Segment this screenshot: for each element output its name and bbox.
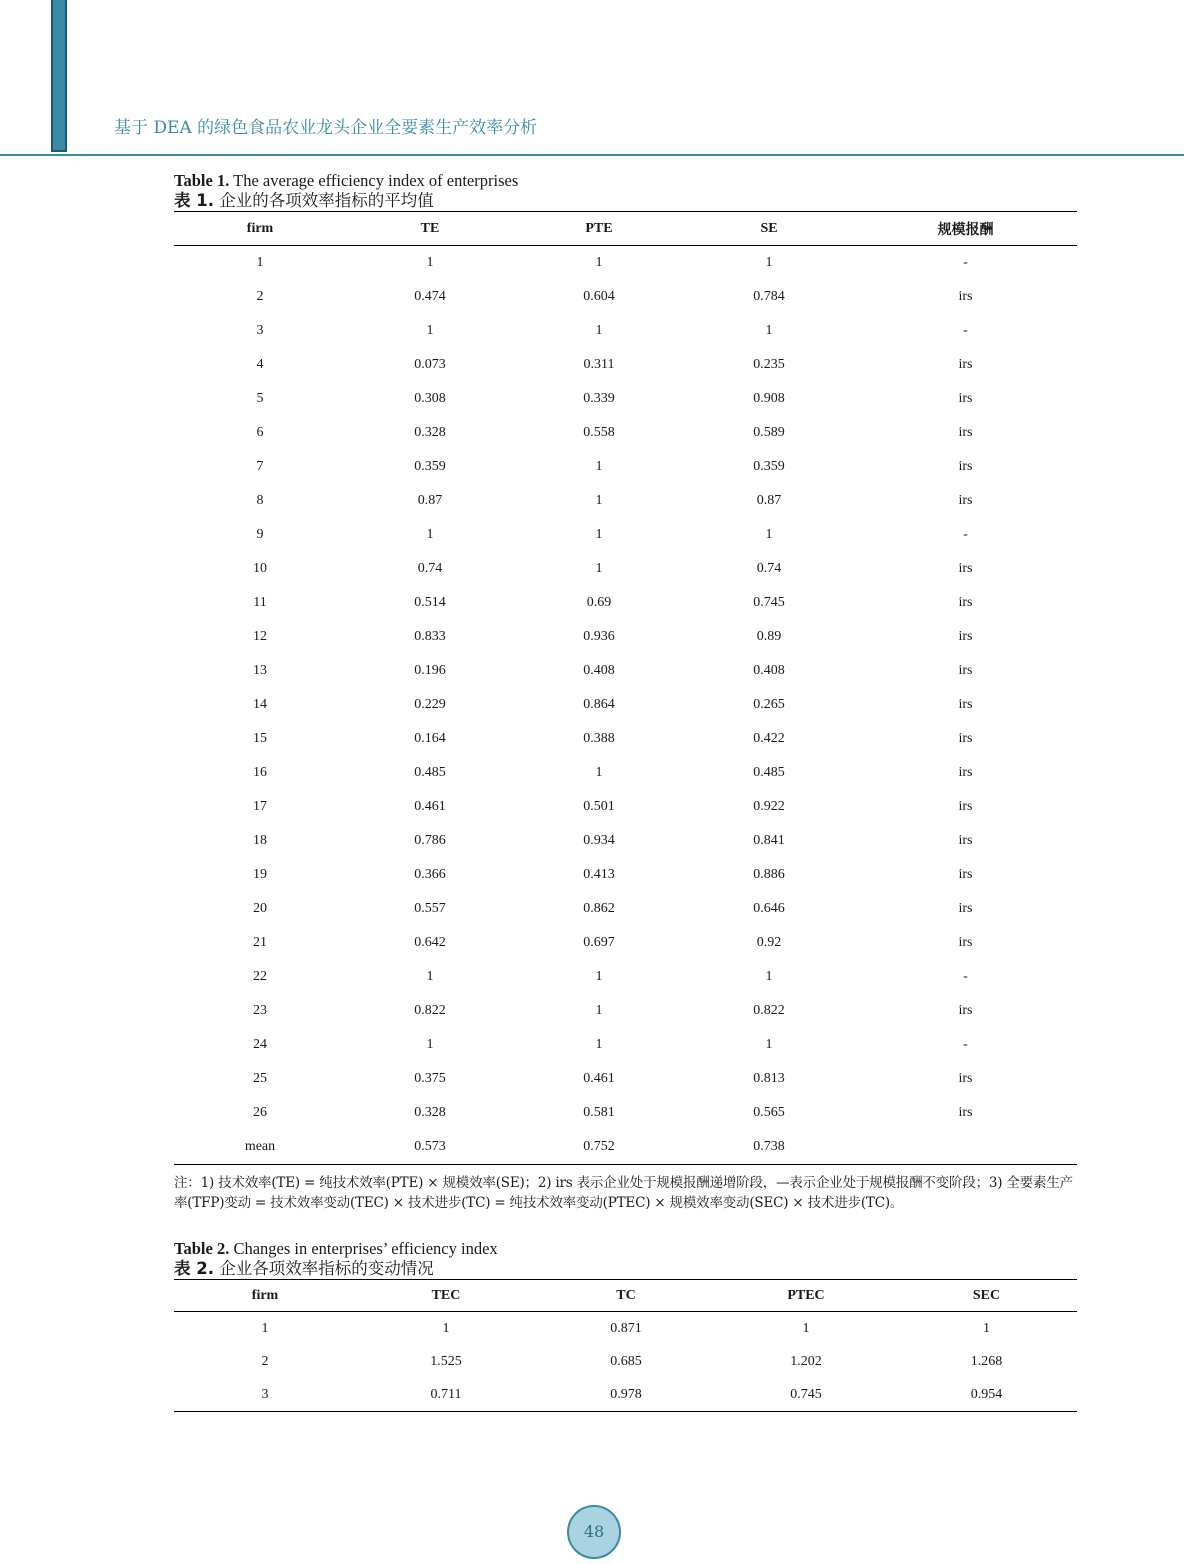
table1-cell: 0.934 bbox=[583, 833, 615, 848]
table1-row bbox=[174, 586, 1077, 620]
table2-cell: 1 bbox=[261, 1320, 269, 1336]
table1-cell: irs bbox=[958, 731, 973, 746]
table2 bbox=[174, 1279, 1077, 1412]
table1-cell: 1 bbox=[426, 255, 434, 270]
table1-cell: 0.164 bbox=[414, 731, 446, 746]
table1-cell: irs bbox=[958, 1003, 973, 1018]
table2-label-zh: 表 2. bbox=[174, 1259, 214, 1278]
table1-cell: irs bbox=[958, 357, 973, 372]
table1-cell: irs bbox=[958, 391, 973, 406]
table1-cell: 7 bbox=[256, 459, 264, 474]
table2-row bbox=[174, 1312, 1077, 1346]
table1-row bbox=[174, 722, 1077, 756]
table1-cell: 1 bbox=[595, 1003, 603, 1018]
table1-cell: irs bbox=[958, 425, 973, 440]
table1-cell: 23 bbox=[253, 1003, 267, 1018]
table1-row bbox=[174, 960, 1077, 994]
table1-body bbox=[174, 246, 1077, 1165]
table1-cell: - bbox=[963, 527, 968, 542]
table1-cell: irs bbox=[958, 833, 973, 848]
table2-column-header: TEC bbox=[356, 1280, 536, 1312]
table1-cell: 10 bbox=[253, 561, 267, 576]
table2-column-header: PTEC bbox=[716, 1280, 896, 1312]
table1-cell: 1 bbox=[765, 969, 773, 984]
table1-cell: 0.328 bbox=[414, 1105, 446, 1120]
table1-cell: irs bbox=[958, 799, 973, 814]
table1-cell: 12 bbox=[253, 629, 267, 644]
table1-cell: irs bbox=[958, 493, 973, 508]
table1-cell: 0.514 bbox=[414, 595, 446, 610]
table1-cell: 5 bbox=[256, 391, 264, 406]
table1-cell: 0.485 bbox=[414, 765, 446, 780]
table1-cell: 0.359 bbox=[753, 459, 785, 474]
table1-cell: irs bbox=[958, 1105, 973, 1120]
table1-cell: 0.359 bbox=[414, 459, 446, 474]
table1 bbox=[174, 211, 1077, 1165]
table2-cell: 1.268 bbox=[970, 1353, 1003, 1369]
table2-cell: 0.685 bbox=[610, 1353, 642, 1369]
table1-cell: 0.833 bbox=[414, 629, 446, 644]
table1-row bbox=[174, 688, 1077, 722]
table1-column-header: PTE bbox=[514, 212, 684, 246]
table1-cell: 0.422 bbox=[753, 731, 785, 746]
table1-cell: 1 bbox=[426, 323, 434, 338]
table1-row bbox=[174, 348, 1077, 382]
table2-column-header: TC bbox=[536, 1280, 716, 1312]
table1-cell: 3 bbox=[256, 323, 264, 338]
table1-cell: 21 bbox=[253, 935, 267, 950]
table1-cell: 24 bbox=[253, 1037, 267, 1052]
table1-cell: 0.862 bbox=[583, 901, 615, 916]
table1-cell: 0.92 bbox=[756, 935, 782, 950]
table1-row bbox=[174, 926, 1077, 960]
table1-cell: 0.813 bbox=[753, 1071, 785, 1086]
left-accent-bar bbox=[51, 0, 67, 152]
table2-title-zh: 企业各项效率指标的变动情况 bbox=[214, 1259, 434, 1278]
table1-cell: 1 bbox=[765, 323, 773, 338]
table1-cell: 1 bbox=[595, 527, 603, 542]
table1-cell: 0.69 bbox=[586, 595, 612, 610]
table1-cell: 1 bbox=[595, 493, 603, 508]
table1-cell: irs bbox=[958, 459, 973, 474]
table1-cell bbox=[854, 1130, 1077, 1165]
table1-cell: 26 bbox=[253, 1105, 267, 1120]
table1-cell: 0.74 bbox=[756, 561, 782, 576]
table1-row bbox=[174, 858, 1077, 892]
table2-cell: 2 bbox=[261, 1353, 269, 1369]
table2-cell: 0.954 bbox=[896, 1378, 1077, 1412]
table1-cell: 0.87 bbox=[417, 493, 443, 508]
table1-row bbox=[174, 620, 1077, 654]
table1-cell: 0.558 bbox=[583, 425, 615, 440]
table1-cell: irs bbox=[958, 561, 973, 576]
table1-cell: 14 bbox=[253, 697, 267, 712]
table1-cell: 22 bbox=[253, 969, 267, 984]
table1-cell: 0.565 bbox=[753, 1105, 785, 1120]
header-divider bbox=[0, 154, 1184, 156]
table1-cell: 11 bbox=[253, 595, 267, 610]
table1-row bbox=[174, 654, 1077, 688]
table1-cell: 1 bbox=[595, 561, 603, 576]
table1-cell: 17 bbox=[253, 799, 267, 814]
table1-cell: 0.265 bbox=[753, 697, 785, 712]
table1-cell: 0.697 bbox=[583, 935, 615, 950]
table1-caption-en bbox=[174, 170, 1077, 191]
table1-cell: 0.229 bbox=[414, 697, 446, 712]
table2-cell: 1 bbox=[983, 1320, 990, 1336]
table2-body bbox=[174, 1312, 1077, 1412]
table1-cell: 0.328 bbox=[414, 425, 446, 440]
table1-cell: 1 bbox=[256, 255, 264, 270]
table1-cell: 0.642 bbox=[414, 935, 446, 950]
table1-cell: 1 bbox=[426, 969, 434, 984]
table1-cell: 8 bbox=[256, 493, 264, 508]
table1-cell: 0.936 bbox=[583, 629, 615, 644]
table1-cell: 0.308 bbox=[414, 391, 446, 406]
table1-cell: - bbox=[963, 969, 968, 984]
table1-cell: irs bbox=[958, 1071, 973, 1086]
table1-cell: 9 bbox=[256, 527, 264, 542]
table2-cell: 1.202 bbox=[790, 1353, 822, 1369]
table1-row bbox=[174, 450, 1077, 484]
table2-caption-zh bbox=[174, 1259, 1077, 1279]
table1-column-header: firm bbox=[174, 212, 346, 246]
table2-row bbox=[174, 1345, 1077, 1378]
table1-cell: 0.408 bbox=[753, 663, 785, 678]
table1-row bbox=[174, 1028, 1077, 1062]
table1-cell: 0.485 bbox=[753, 765, 785, 780]
table1-column-header: 规模报酬 bbox=[854, 212, 1077, 246]
table1-cell: 1 bbox=[426, 1037, 434, 1052]
table2-header-row bbox=[174, 1280, 1077, 1312]
table1-cell: 1 bbox=[595, 765, 603, 780]
table1-cell: 0.886 bbox=[753, 867, 785, 882]
table1-cell: 15 bbox=[253, 731, 267, 746]
table2-cell: 0.711 bbox=[356, 1378, 536, 1412]
table2-cell: 1 bbox=[802, 1320, 810, 1336]
table1-cell: irs bbox=[958, 901, 973, 916]
table1-cell: 0.738 bbox=[684, 1130, 854, 1165]
table1-cell: 0.822 bbox=[414, 1003, 446, 1018]
table1-cell: 25 bbox=[253, 1071, 267, 1086]
table1-cell: 0.366 bbox=[414, 867, 446, 882]
table2-cell: 0.978 bbox=[536, 1378, 716, 1412]
table2-cell: 0.871 bbox=[610, 1320, 642, 1336]
table1-cell: 0.073 bbox=[414, 357, 446, 372]
table2-cell: 1 bbox=[442, 1320, 450, 1336]
table1-cell: 0.89 bbox=[756, 629, 782, 644]
table1-cell: 0.461 bbox=[583, 1071, 615, 1086]
table1-cell: 0.461 bbox=[414, 799, 446, 814]
table1-cell: mean bbox=[174, 1130, 346, 1165]
table1-cell: 1 bbox=[765, 255, 773, 270]
table1-row bbox=[174, 1096, 1077, 1130]
table2-row bbox=[174, 1378, 1077, 1412]
table1-title-en: The average efficiency index of enterprises bbox=[229, 171, 519, 190]
table1-cell: 0.822 bbox=[753, 1003, 785, 1018]
table1-cell: 0.474 bbox=[414, 289, 446, 304]
table1-cell: 19 bbox=[253, 867, 267, 882]
table1-cell: irs bbox=[958, 697, 973, 712]
table1-cell: 0.589 bbox=[753, 425, 785, 440]
table1-row bbox=[174, 314, 1077, 348]
table1-cell: 0.908 bbox=[753, 391, 785, 406]
table1-cell: 13 bbox=[253, 663, 267, 678]
table1-cell: - bbox=[963, 1037, 968, 1052]
table1-header-row bbox=[174, 212, 1077, 246]
table1-cell: irs bbox=[958, 765, 973, 780]
table1-cell: 0.784 bbox=[753, 289, 785, 304]
table1-row bbox=[174, 246, 1077, 281]
table2-cell: 0.745 bbox=[716, 1378, 896, 1412]
table1-cell: irs bbox=[958, 663, 973, 678]
table1-row bbox=[174, 756, 1077, 790]
table1-cell: 20 bbox=[253, 901, 267, 916]
table1-cell: 0.388 bbox=[583, 731, 615, 746]
table1-column-header: SE bbox=[684, 212, 854, 246]
table1-cell: 0.752 bbox=[514, 1130, 684, 1165]
table1-row bbox=[174, 824, 1077, 858]
table1-row bbox=[174, 280, 1077, 314]
table1-cell: 0.573 bbox=[346, 1130, 514, 1165]
table1-cell: 1 bbox=[426, 527, 434, 542]
table1-cell: 1 bbox=[595, 255, 603, 270]
table1-cell: 4 bbox=[256, 357, 264, 372]
table1-column-header: TE bbox=[346, 212, 514, 246]
table1-note: 注：1) 技术效率(TE) = 纯技术效率(PTE) × 规模效率(SE)；2) irs 表示企业处于规模报酬递增阶段，—表示企业处于规模报酬不变阶段；3) 全要素生产率(TFP)变动 = 技术效率变动(TEC) × 技术进步(TC) = 纯技术效率变动(PTEC) × 规模效率变动(SEC) × 技术进步(TC)。 bbox=[174, 1175, 1073, 1211]
table1-cell: 0.74 bbox=[417, 561, 443, 576]
table2-caption-en bbox=[174, 1238, 1077, 1259]
table1-cell: irs bbox=[958, 867, 973, 882]
table2-cell: 1.525 bbox=[430, 1353, 462, 1369]
table1-cell: - bbox=[963, 255, 968, 270]
table1-block bbox=[174, 170, 1077, 1213]
table1-cell: - bbox=[963, 323, 968, 338]
table1-row bbox=[174, 518, 1077, 552]
table1-row bbox=[174, 1130, 1077, 1165]
table2-title-en: Changes in enterprises’ efficiency index bbox=[229, 1239, 498, 1258]
table1-cell: 0.922 bbox=[753, 799, 785, 814]
table1-cell: irs bbox=[958, 289, 973, 304]
table1-cell: 1 bbox=[765, 1037, 773, 1052]
table2-block bbox=[174, 1238, 1077, 1412]
table1-row bbox=[174, 382, 1077, 416]
table1-cell: 1 bbox=[595, 969, 603, 984]
table1-cell: 1 bbox=[595, 323, 603, 338]
table1-cell: 0.864 bbox=[583, 697, 615, 712]
table1-cell: 0.501 bbox=[583, 799, 615, 814]
table1-cell: irs bbox=[958, 595, 973, 610]
table2-cell: 3 bbox=[174, 1378, 356, 1412]
table1-row bbox=[174, 484, 1077, 518]
table1-row bbox=[174, 892, 1077, 926]
table1-cell: 0.408 bbox=[583, 663, 615, 678]
table1-cell: 0.557 bbox=[414, 901, 446, 916]
table1-title-zh: 企业的各项效率指标的平均值 bbox=[214, 191, 434, 210]
table1-cell: 0.196 bbox=[414, 663, 446, 678]
table1-cell: 1 bbox=[765, 527, 773, 542]
table1-row bbox=[174, 552, 1077, 586]
table1-cell: 0.581 bbox=[583, 1105, 615, 1120]
table1-label-zh: 表 1. bbox=[174, 191, 214, 210]
table1-cell: 0.339 bbox=[583, 391, 615, 406]
table1-cell: 1 bbox=[595, 459, 603, 474]
table1-cell: irs bbox=[958, 629, 973, 644]
table1-cell: 0.235 bbox=[753, 357, 785, 372]
running-header-title: 基于 DEA 的绿色食品农业龙头企业全要素生产效率分析 bbox=[114, 118, 538, 138]
table1-cell: 18 bbox=[253, 833, 267, 848]
table1-cell: 1 bbox=[595, 1037, 603, 1052]
table1-cell: 0.311 bbox=[583, 357, 615, 372]
table1-row bbox=[174, 416, 1077, 450]
table1-cell: 0.604 bbox=[583, 289, 615, 304]
table1-label-en: Table 1. bbox=[174, 171, 230, 190]
table2-column-header: SEC bbox=[896, 1280, 1077, 1312]
table1-cell: 16 bbox=[253, 765, 267, 780]
table1-cell: 0.375 bbox=[414, 1071, 446, 1086]
table1-cell: 0.745 bbox=[753, 595, 785, 610]
table1-cell: 0.646 bbox=[753, 901, 785, 916]
table1-cell: 0.786 bbox=[414, 833, 446, 848]
table1-row bbox=[174, 1062, 1077, 1096]
table1-cell: 0.87 bbox=[756, 493, 782, 508]
table2-column-header: firm bbox=[174, 1280, 356, 1312]
table1-caption-zh bbox=[174, 191, 1077, 211]
page-number-badge: 48 bbox=[567, 1505, 621, 1559]
table1-cell: irs bbox=[958, 935, 973, 950]
table1-cell: 6 bbox=[256, 425, 264, 440]
table2-label-en: Table 2. bbox=[174, 1239, 230, 1258]
table1-cell: 2 bbox=[256, 289, 264, 304]
table1-cell: 0.413 bbox=[583, 867, 615, 882]
table1-row bbox=[174, 790, 1077, 824]
table1-cell: 0.841 bbox=[753, 833, 785, 848]
table1-row bbox=[174, 994, 1077, 1028]
